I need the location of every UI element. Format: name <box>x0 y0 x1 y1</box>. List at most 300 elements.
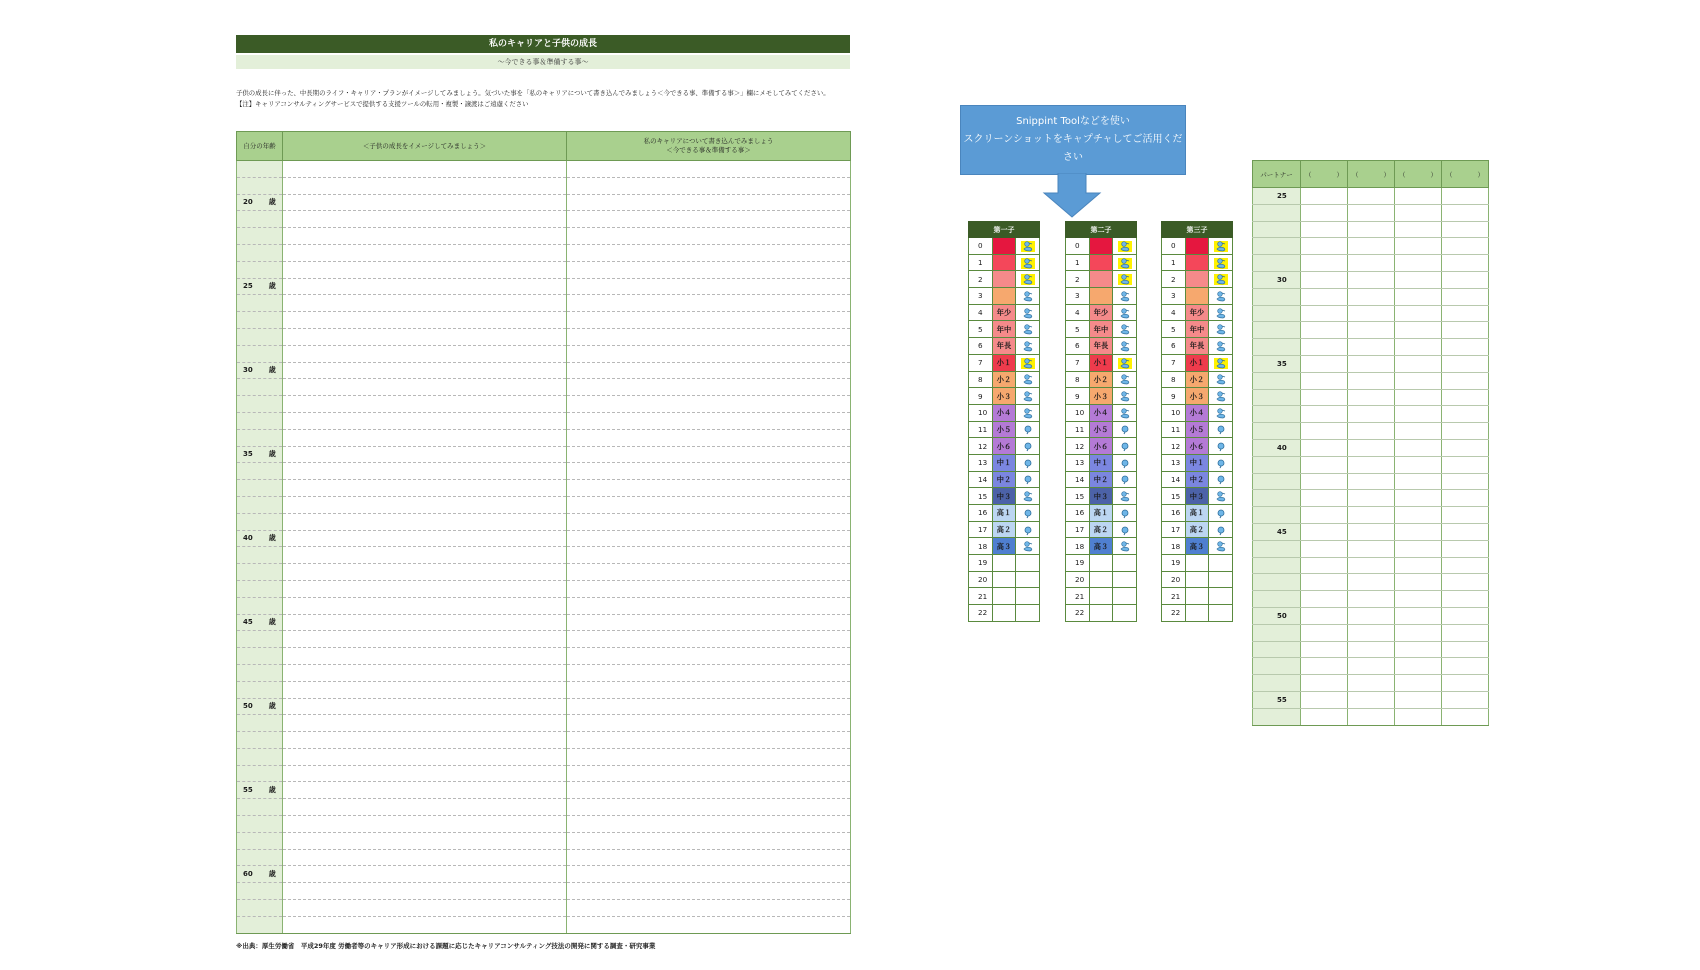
family-age-cell[interactable] <box>1442 389 1489 406</box>
my-career-cell[interactable] <box>567 681 851 698</box>
my-career-cell[interactable] <box>567 883 851 900</box>
school-stage: 中２ <box>1185 471 1209 488</box>
school-stage: 中１ <box>1089 454 1113 471</box>
family-age-cell[interactable] <box>1442 591 1489 608</box>
child-table-header-row <box>1066 222 1137 238</box>
partner-row <box>1253 675 1489 692</box>
child-age-row <box>1066 521 1137 538</box>
family-age-cell[interactable] <box>1348 188 1395 205</box>
family-age-cell[interactable] <box>1442 557 1489 574</box>
child-growth-cell[interactable] <box>283 681 567 698</box>
family-age-cell[interactable] <box>1442 322 1489 339</box>
family-age-cell[interactable] <box>1395 490 1442 507</box>
child-growth-cell[interactable] <box>283 161 567 178</box>
family-age-cell[interactable] <box>1395 188 1442 205</box>
child-growth-cell[interactable] <box>283 412 567 429</box>
child-age-row <box>1066 605 1137 622</box>
child-table-header-row <box>1162 222 1233 238</box>
child-growth-cell[interactable] <box>283 379 567 396</box>
child-growth-cell[interactable] <box>283 396 567 413</box>
family-member-header[interactable] <box>1348 161 1395 188</box>
child-age-row <box>969 538 1040 555</box>
family-age-cell[interactable] <box>1301 355 1348 372</box>
child-growth-cell[interactable] <box>283 362 567 379</box>
family-age-cell[interactable] <box>1348 591 1395 608</box>
growth-icon-cell <box>1016 288 1040 305</box>
plan-row <box>237 244 851 261</box>
family-age-cell[interactable] <box>1442 691 1489 708</box>
my-career-cell[interactable] <box>567 614 851 631</box>
my-career-cell[interactable] <box>567 396 851 413</box>
my-career-cell[interactable] <box>567 564 851 581</box>
child-growth-cell[interactable] <box>283 849 567 866</box>
my-career-cell[interactable] <box>567 480 851 497</box>
family-age-cell[interactable] <box>1348 372 1395 389</box>
family-age-cell[interactable] <box>1442 708 1489 725</box>
family-age-cell[interactable] <box>1442 288 1489 305</box>
family-age-cell[interactable] <box>1442 271 1489 288</box>
family-age-cell[interactable] <box>1395 708 1442 725</box>
family-member-header[interactable] <box>1442 161 1489 188</box>
plan-row <box>237 782 851 799</box>
family-age-cell[interactable] <box>1442 305 1489 322</box>
family-age-cell[interactable] <box>1301 322 1348 339</box>
family-age-cell[interactable] <box>1348 675 1395 692</box>
partner-age: 25 <box>1253 188 1301 205</box>
child-age-row <box>1066 588 1137 605</box>
my-career-cell[interactable] <box>567 211 851 228</box>
family-age-cell[interactable] <box>1301 591 1348 608</box>
child-age-row <box>1162 338 1233 355</box>
family-age-cell[interactable] <box>1395 574 1442 591</box>
family-age-cell[interactable] <box>1348 708 1395 725</box>
child-age: 5 <box>1066 321 1090 338</box>
family-age-cell[interactable] <box>1348 322 1395 339</box>
family-age-cell[interactable] <box>1348 423 1395 440</box>
child-age: 11 <box>1162 421 1186 438</box>
my-career-cell[interactable] <box>567 429 851 446</box>
my-career-cell[interactable] <box>567 900 851 917</box>
family-age-cell[interactable] <box>1301 624 1348 641</box>
my-career-cell[interactable] <box>567 631 851 648</box>
family-member-header[interactable] <box>1395 161 1442 188</box>
my-career-cell[interactable] <box>567 597 851 614</box>
family-age-cell[interactable] <box>1301 607 1348 624</box>
family-age-cell[interactable] <box>1301 221 1348 238</box>
family-age-cell[interactable] <box>1395 456 1442 473</box>
my-career-cell[interactable] <box>567 580 851 597</box>
family-age-cell[interactable] <box>1442 439 1489 456</box>
child-age: 11 <box>1066 421 1090 438</box>
child-age-row <box>969 371 1040 388</box>
family-age-cell[interactable] <box>1442 490 1489 507</box>
family-age-cell[interactable] <box>1442 423 1489 440</box>
plan-row <box>237 345 851 362</box>
family-age-cell[interactable] <box>1395 322 1442 339</box>
growth-icon-cell <box>1016 555 1040 572</box>
family-age-cell[interactable] <box>1348 607 1395 624</box>
growth-icon-cell <box>1113 388 1137 405</box>
family-age-cell[interactable] <box>1348 339 1395 356</box>
family-age-cell[interactable] <box>1348 406 1395 423</box>
child-growth-cell[interactable] <box>283 446 567 463</box>
partner-row <box>1253 624 1489 641</box>
family-age-cell[interactable] <box>1348 523 1395 540</box>
my-career-cell[interactable] <box>567 832 851 849</box>
school-stage: 年少 <box>1185 304 1209 321</box>
my-career-cell[interactable] <box>567 177 851 194</box>
child-growth-cell[interactable] <box>283 648 567 665</box>
family-age-cell[interactable] <box>1395 658 1442 675</box>
my-career-cell[interactable] <box>567 648 851 665</box>
plan-row <box>237 698 851 715</box>
partner-age <box>1253 557 1301 574</box>
my-career-cell[interactable] <box>567 799 851 816</box>
my-career-cell[interactable] <box>567 379 851 396</box>
family-age-cell[interactable] <box>1442 675 1489 692</box>
family-age-cell[interactable] <box>1348 574 1395 591</box>
partner-age <box>1253 591 1301 608</box>
child-age-row <box>969 304 1040 321</box>
family-age-cell[interactable] <box>1395 691 1442 708</box>
family-age-cell[interactable] <box>1395 238 1442 255</box>
partner-age <box>1253 339 1301 356</box>
child-growth-cell[interactable] <box>283 194 567 211</box>
family-age-cell[interactable] <box>1395 675 1442 692</box>
my-career-cell[interactable] <box>567 463 851 480</box>
my-career-cell[interactable] <box>567 446 851 463</box>
child-growth-cell[interactable] <box>283 513 567 530</box>
partner-row <box>1253 507 1489 524</box>
family-age-cell[interactable] <box>1301 339 1348 356</box>
family-age-cell[interactable] <box>1395 473 1442 490</box>
child-growth-cell[interactable] <box>283 916 567 933</box>
own-age-cell <box>237 698 283 715</box>
family-age-cell[interactable] <box>1395 607 1442 624</box>
baby-icon <box>1214 358 1228 369</box>
child-growth-cell[interactable] <box>283 631 567 648</box>
growth-icon-cell <box>1113 471 1137 488</box>
my-career-cell[interactable] <box>567 765 851 782</box>
family-age-cell[interactable] <box>1301 255 1348 272</box>
family-age-cell[interactable] <box>1301 389 1348 406</box>
child-growth-cell[interactable] <box>283 530 567 547</box>
family-age-cell[interactable] <box>1348 456 1395 473</box>
family-age-cell[interactable] <box>1301 204 1348 221</box>
family-age-cell[interactable] <box>1301 271 1348 288</box>
family-age-cell[interactable] <box>1442 540 1489 557</box>
school-stage <box>1185 271 1209 288</box>
my-career-cell[interactable] <box>567 664 851 681</box>
my-career-cell[interactable] <box>567 782 851 799</box>
child-age: 16 <box>1066 505 1090 522</box>
family-age-cell[interactable] <box>1348 624 1395 641</box>
family-age-cell[interactable] <box>1395 641 1442 658</box>
my-career-cell[interactable] <box>567 362 851 379</box>
plan-row <box>237 278 851 295</box>
child-growth-cell[interactable] <box>283 664 567 681</box>
family-age-cell[interactable] <box>1395 221 1442 238</box>
growth-icon-cell <box>1113 271 1137 288</box>
family-age-cell[interactable] <box>1348 540 1395 557</box>
my-career-cell[interactable] <box>567 278 851 295</box>
child-growth-cell[interactable] <box>283 177 567 194</box>
growth-icon-cell <box>1016 304 1040 321</box>
family-age-cell[interactable] <box>1395 372 1442 389</box>
family-age-cell[interactable] <box>1442 574 1489 591</box>
my-career-cell[interactable] <box>567 816 851 833</box>
family-age-cell[interactable] <box>1301 708 1348 725</box>
child-growth-cell[interactable] <box>283 597 567 614</box>
child-growth-cell[interactable] <box>283 614 567 631</box>
plan-row <box>237 496 851 513</box>
family-age-cell[interactable] <box>1442 624 1489 641</box>
age-value: 25 <box>243 282 253 291</box>
family-age-cell[interactable] <box>1301 691 1348 708</box>
family-age-cell[interactable] <box>1301 675 1348 692</box>
my-career-cell[interactable] <box>567 412 851 429</box>
family-age-cell[interactable] <box>1395 355 1442 372</box>
growth-icon-cell <box>1016 521 1040 538</box>
family-age-cell[interactable] <box>1395 591 1442 608</box>
age-value: 50 <box>243 702 253 711</box>
family-age-cell[interactable] <box>1301 658 1348 675</box>
child-growth-cell[interactable] <box>283 312 567 329</box>
family-age-cell[interactable] <box>1395 389 1442 406</box>
family-age-cell[interactable] <box>1301 557 1348 574</box>
family-age-cell[interactable] <box>1348 238 1395 255</box>
callout-line1: Snippint Toolなどを使い <box>1016 116 1130 127</box>
plan-row <box>237 177 851 194</box>
child-age: 1 <box>969 254 993 271</box>
family-age-cell[interactable] <box>1395 288 1442 305</box>
family-age-cell[interactable] <box>1348 389 1395 406</box>
family-age-cell[interactable] <box>1348 288 1395 305</box>
family-age-cell[interactable] <box>1301 305 1348 322</box>
family-age-cell[interactable] <box>1348 255 1395 272</box>
my-career-cell[interactable] <box>567 312 851 329</box>
school-stage: 小５ <box>1089 421 1113 438</box>
family-age-cell[interactable] <box>1442 255 1489 272</box>
child-growth-cell[interactable] <box>283 547 567 564</box>
family-age-cell[interactable] <box>1442 339 1489 356</box>
family-age-cell[interactable] <box>1395 339 1442 356</box>
child-growth-cell[interactable] <box>283 732 567 749</box>
family-age-cell[interactable] <box>1395 255 1442 272</box>
own-age-cell <box>237 513 283 530</box>
family-age-cell[interactable] <box>1348 221 1395 238</box>
family-age-cell[interactable] <box>1301 238 1348 255</box>
child-growth-cell[interactable] <box>283 580 567 597</box>
teen-icon <box>1214 424 1228 435</box>
own-age-cell <box>237 597 283 614</box>
family-age-cell[interactable] <box>1395 423 1442 440</box>
school-stage: 小６ <box>1185 438 1209 455</box>
family-age-cell[interactable] <box>1442 523 1489 540</box>
child-growth-cell[interactable] <box>283 715 567 732</box>
child-growth-cell[interactable] <box>283 883 567 900</box>
my-career-cell[interactable] <box>567 496 851 513</box>
my-career-cell[interactable] <box>567 849 851 866</box>
family-age-cell[interactable] <box>1442 406 1489 423</box>
own-age-cell <box>237 681 283 698</box>
own-age-cell <box>237 614 283 631</box>
family-age-cell[interactable] <box>1301 188 1348 205</box>
growth-icon-cell <box>1209 338 1233 355</box>
family-age-cell[interactable] <box>1348 439 1395 456</box>
family-age-cell[interactable] <box>1442 221 1489 238</box>
age-unit: 歳 <box>268 450 276 459</box>
family-age-cell[interactable] <box>1301 406 1348 423</box>
my-career-cell[interactable] <box>567 748 851 765</box>
family-age-cell[interactable] <box>1395 540 1442 557</box>
close-paren: ） <box>1383 170 1390 179</box>
child-growth-cell[interactable] <box>283 211 567 228</box>
family-age-cell[interactable] <box>1442 372 1489 389</box>
child-age-row <box>1066 571 1137 588</box>
family-age-cell[interactable] <box>1348 204 1395 221</box>
family-age-cell[interactable] <box>1395 305 1442 322</box>
family-age-cell[interactable] <box>1301 439 1348 456</box>
partner-age <box>1253 641 1301 658</box>
family-age-cell[interactable] <box>1442 658 1489 675</box>
my-career-cell[interactable] <box>567 547 851 564</box>
my-career-cell[interactable] <box>567 715 851 732</box>
family-age-cell[interactable] <box>1442 188 1489 205</box>
plan-row <box>237 631 851 648</box>
my-career-cell[interactable] <box>567 698 851 715</box>
partner-row <box>1253 708 1489 725</box>
child-growth-cell[interactable] <box>283 765 567 782</box>
family-age-cell[interactable] <box>1348 271 1395 288</box>
family-age-cell[interactable] <box>1348 355 1395 372</box>
family-age-cell[interactable] <box>1301 540 1348 557</box>
family-age-cell[interactable] <box>1442 355 1489 372</box>
own-age-cell <box>237 849 283 866</box>
family-age-cell[interactable] <box>1301 507 1348 524</box>
growth-icon-cell <box>1016 438 1040 455</box>
child-age: 4 <box>969 304 993 321</box>
child-icon <box>1214 341 1228 352</box>
family-age-cell[interactable] <box>1301 423 1348 440</box>
family-age-cell[interactable] <box>1442 641 1489 658</box>
child-age-row <box>1162 388 1233 405</box>
my-career-cell[interactable] <box>567 916 851 933</box>
family-age-cell[interactable] <box>1348 473 1395 490</box>
my-career-cell[interactable] <box>567 732 851 749</box>
child-growth-cell[interactable] <box>283 261 567 278</box>
partner-row <box>1253 658 1489 675</box>
family-age-cell[interactable] <box>1301 456 1348 473</box>
family-age-cell[interactable] <box>1348 691 1395 708</box>
school-stage: 高２ <box>992 521 1016 538</box>
family-age-cell[interactable] <box>1301 288 1348 305</box>
family-age-cell[interactable] <box>1348 658 1395 675</box>
family-age-cell[interactable] <box>1395 204 1442 221</box>
child-growth-cell[interactable] <box>283 866 567 883</box>
child-growth-cell[interactable] <box>283 748 567 765</box>
family-age-cell[interactable] <box>1442 238 1489 255</box>
child-growth-cell[interactable] <box>283 900 567 917</box>
family-age-cell[interactable] <box>1348 507 1395 524</box>
partner-row <box>1253 322 1489 339</box>
family-age-cell[interactable] <box>1395 271 1442 288</box>
my-career-cell[interactable] <box>567 530 851 547</box>
child-growth-cell[interactable] <box>283 564 567 581</box>
baby-icon <box>1021 274 1035 285</box>
family-age-cell[interactable] <box>1348 557 1395 574</box>
my-career-cell[interactable] <box>567 328 851 345</box>
own-age-cell <box>237 463 283 480</box>
my-career-cell[interactable] <box>567 295 851 312</box>
child-growth-cell[interactable] <box>283 799 567 816</box>
family-age-cell[interactable] <box>1348 305 1395 322</box>
growth-icon-cell <box>1113 254 1137 271</box>
growth-icon-cell <box>1016 488 1040 505</box>
child-growth-cell[interactable] <box>283 228 567 245</box>
child-growth-cell[interactable] <box>283 480 567 497</box>
header-own-age: 自分の年齢 <box>237 132 283 161</box>
family-age-cell[interactable] <box>1395 439 1442 456</box>
child-growth-cell[interactable] <box>283 698 567 715</box>
family-age-cell[interactable] <box>1395 624 1442 641</box>
child-growth-cell[interactable] <box>283 295 567 312</box>
family-age-cell[interactable] <box>1442 507 1489 524</box>
own-age-cell <box>237 732 283 749</box>
child-growth-cell[interactable] <box>283 429 567 446</box>
family-age-cell[interactable] <box>1395 557 1442 574</box>
family-member-header[interactable] <box>1301 161 1348 188</box>
family-age-cell[interactable] <box>1301 523 1348 540</box>
child-growth-cell[interactable] <box>283 328 567 345</box>
my-career-cell[interactable] <box>567 261 851 278</box>
family-age-cell[interactable] <box>1395 523 1442 540</box>
family-age-cell[interactable] <box>1442 204 1489 221</box>
family-age-cell[interactable] <box>1395 507 1442 524</box>
my-career-cell[interactable] <box>567 161 851 178</box>
my-career-cell[interactable] <box>567 513 851 530</box>
child-icon <box>1214 291 1228 302</box>
child-age-row <box>1066 388 1137 405</box>
family-age-cell[interactable] <box>1348 490 1395 507</box>
my-career-cell[interactable] <box>567 345 851 362</box>
family-age-cell[interactable] <box>1301 490 1348 507</box>
child-growth-cell[interactable] <box>283 244 567 261</box>
child-growth-cell[interactable] <box>283 782 567 799</box>
my-career-cell[interactable] <box>567 228 851 245</box>
partner-row <box>1253 305 1489 322</box>
family-age-cell[interactable] <box>1301 372 1348 389</box>
my-career-cell[interactable] <box>567 194 851 211</box>
child-growth-cell[interactable] <box>283 496 567 513</box>
family-age-cell[interactable] <box>1301 574 1348 591</box>
child-growth-cell[interactable] <box>283 278 567 295</box>
family-age-cell[interactable] <box>1395 406 1442 423</box>
family-age-cell[interactable] <box>1348 641 1395 658</box>
child-growth-cell[interactable] <box>283 463 567 480</box>
my-career-cell[interactable] <box>567 244 851 261</box>
child-growth-cell[interactable] <box>283 816 567 833</box>
my-career-cell[interactable] <box>567 866 851 883</box>
family-age-cell[interactable] <box>1442 607 1489 624</box>
header-my-career-line1: 私のキャリアについて書き込んでみましょう <box>643 137 774 145</box>
child-growth-cell[interactable] <box>283 345 567 362</box>
family-age-cell[interactable] <box>1301 641 1348 658</box>
family-age-cell[interactable] <box>1442 456 1489 473</box>
child-growth-cell[interactable] <box>283 832 567 849</box>
family-age-cell[interactable] <box>1301 473 1348 490</box>
family-age-cell[interactable] <box>1442 473 1489 490</box>
